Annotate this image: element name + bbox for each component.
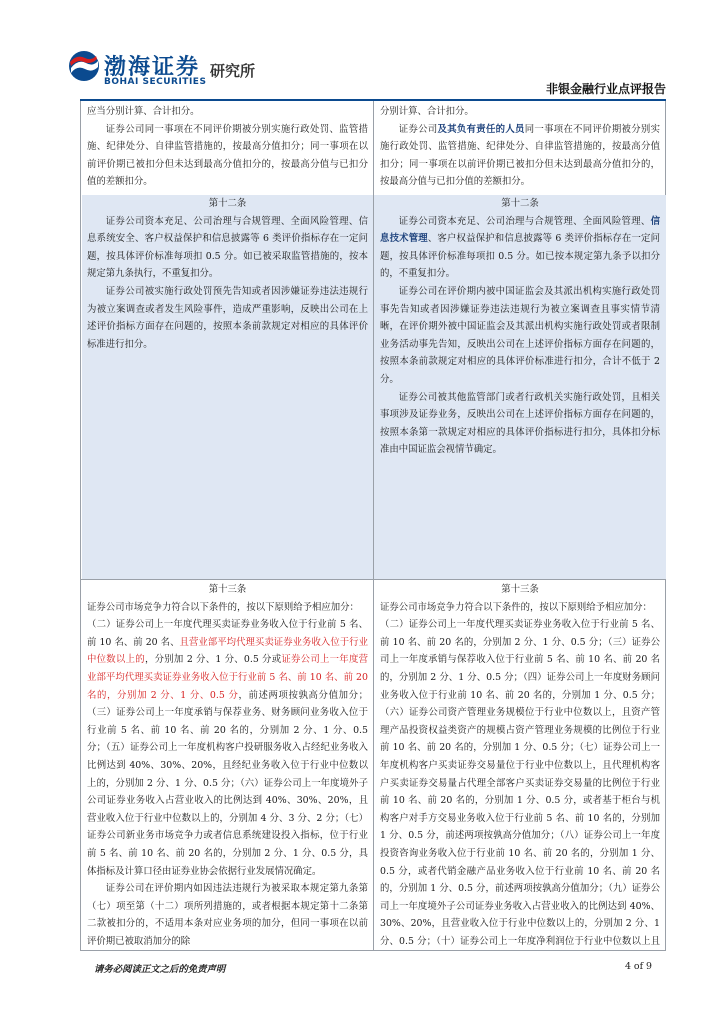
block1-right-cell — [374, 103, 666, 195]
article12-right-title: 第十二条 — [501, 198, 539, 209]
article12-right-p3: 证券公司被其他监管部门或者行政机关实施行政处罚，且相关事项涉及证券业务，反映出公司在上述评价指标方面存在问题的，按照本条第一款规定对相应的具体评价指标进行扣分，具体扣分标准由中国证监会视情节确定。 — [380, 391, 660, 456]
article13-left-cell — [82, 581, 373, 949]
row-rule — [81, 579, 665, 580]
article12-left-p2: 证券公司被实施行政处罚预先告知或者因涉嫌证券违法违规行为被立案调查或者发生风险事件，造成严重影响，反映出公司在上述评价指标方面存在问题的，按照本条前款规定对相应的具体评价标准进行扣分。 — [87, 285, 368, 350]
article13-left-title: 第十三条 — [208, 584, 247, 595]
article13-left-p2: （二）证券公司上一年度代理买卖证券业务收入位于行业前 5 名、前 10 名、前 20 名、且营业部平均代理买卖证券业务收入位于行业中位数以上的，分别加 2 分、1 分、0.5 分或证券公司上一年度营业部平均代理买卖证券业务收入位于行业前 5 名、前 10 名、前 20 名的，分别加 2 分、1 分、0.5 分，前述两项按孰高分值加分；（三）证券公司上一年度承销与保荐业务、财务顾问业务收入位于行业前 5 名、前 10 名、前 20 名的，分别加 2 分、1 分、0.5 分；（五）证券公司上一年度机构客户投研服务收入占经纪业务收入比例达到 40%、30%、20%，且经纪业务收入位于行业中位数以上的，分别加 2 分、1 分、0.5 分；（六）证券公司上一年度境外子公司证券业务收入占营业收入的比例达到 40%、30%、20%，且营业收入位于行业中位数以上的，分别加 4 分、3 分、2 分；（七）证券公司新业务市场竞争力或者信息系统建设投入指标，位于行业前 5 名、前 10 名、前 20 名的，分别加 2 分、1 分、0.5 分，具体指标及计算口径由证券业协会依据行业发展情况确定。 — [87, 619, 368, 877]
article12-right-cell — [374, 195, 666, 579]
page-footer — [80, 950, 666, 980]
page-number: 4 of 9 — [624, 961, 652, 972]
institute-label: 研究所 — [210, 62, 256, 80]
report-type: 非银金融行业点评报告 — [545, 82, 666, 96]
article13-left-p1: 证券公司市场竞争力符合以下条件的，按以下原则给予相应加分： — [87, 601, 359, 613]
article12-left-cell — [82, 195, 373, 579]
article13-right-title: 第十三条 — [501, 584, 539, 595]
bohai-logo-icon — [68, 50, 100, 82]
article13-right-cell — [374, 581, 666, 949]
disclaimer-text: 请务必阅读正文之后的免责声明 — [94, 964, 226, 975]
added-text: 及其负有责任的人员 — [437, 123, 525, 135]
block1-right-p1: 分别计算、合计扣分。 — [380, 106, 474, 117]
deleted-text: 证券公司上一年度营业部平均代理买卖证券业务收入位于行业前 5 名、前 10 名、前 20 名的，分别加 2 分、1 分、0.5 分 — [87, 654, 368, 701]
article12-left-title: 第十二条 — [208, 198, 247, 209]
company-name-en: BOHAI SECURITIES — [104, 77, 207, 87]
added-text: 信息技术管理 — [380, 215, 660, 245]
article13-right-p1: 证券公司市场竞争力符合以下条件的，按以下原则给予相应加分： — [380, 601, 652, 613]
block1-left-p2: 证券公司同一事项在不同评价期被分别实施行政处罚、监管措施、纪律处分、自律监管措施的，按最高分值扣分；同一事项在以前评价期已被扣分但未达到最高分值扣分的，按最高分值与已扣分值的差额扣分。 — [87, 123, 368, 188]
company-name-cn: 渤海证券 — [104, 55, 201, 80]
block1-left-p1: 应当分别计算、合计扣分。 — [87, 106, 200, 117]
article12-right-p2: 证券公司在评价期内被中国证监会及其派出机构实施行政处罚事先告知或者因涉嫌证券违法违规行为被立案调查且事实情节清晰，在评价期外被中国证监会及其派出机构实施行政处罚或者限制业务活动事先告知，反映出公司在上述评价指标方面存在问题的，按照本条前款规定对相应的具体评价标准进行扣分，合计不低于 2 分。 — [380, 285, 660, 385]
deleted-text: 且营业部平均代理买卖证券业务收入位于行业中位数以上的 — [87, 636, 368, 666]
block1-left-cell — [82, 103, 373, 195]
article12-left-p1: 证券公司资本充足、公司治理与合规管理、全面风险管理、信息系统安全、客户权益保护和信息披露等 6 类评价指标存在一定问题，按具体评价标准每项扣 0.5 分。如已被采取监管措施的，按本规定第九条执行，不重复扣分。 — [87, 215, 368, 280]
article12-right-p1: 证券公司资本充足、公司治理与合规管理、全面风险管理、信息技术管理、客户权益保护和信息披露等 6 类评价指标存在一定问题，按具体评价标准每项扣 0.5 分。如已按本规定第九条予以扣分的，不重复扣分。 — [380, 215, 660, 280]
comparison-table — [80, 101, 666, 951]
article13-left-p3: 证券公司在评价期内如因违法违规行为被采取本规定第九条第（七）项至第（十二）项所列措施的，或者根据本规定第十二条第二款被扣分的，不适用本条对应业务项的加分，但同一事项在以前评价期已被取消加分的除 — [87, 883, 368, 947]
article13-right-p2: （二）证券公司上一年度代理买卖证券业务收入位于行业前 5 名、前 10 名、前 20 名的，分别加 2 分、1 分、0.5 分；（三）证券公司上一年度承销与保荐收入位于行业前 5 名、前 10 名、前 20 名的，分别加 2 分、1 分、0.5 分；（四）证券公司上一年度财务顾问业务收入位于行业前 10 名、前 20 名的，分别加 1 分、0.5 分；（六）证券公司资产管理业务规模位于行业中位数以上，且资产管理产品投资权益类资产的规模占资产管理业务规模的比例位于行业前 10 名、前 20 名的，分别加 1 分、0.5 分；（七）证券公司上一年度机构客户买卖证券交易量位于行业中位数以上，且代理机构客户买卖证券交易量占代理全部客户买卖证券交易量的比例位于行业前 10 名、前 20 名的，分别加 1 分、0.5 分，或者基于柜台与机构客户对手方交易业务收入位于行业前 5 名、前 10 名的，分别加 1 分、0.5 分，前述两项按孰高分值加分；（八）证券公司上一年度投资咨询业务收入位于行业前 10 名、前 20 名的，分别加 1 分、0.5 分，或者代销金融产品业务收入位于行业前 10 名、前 20 名的，分别加 1 分、0.5 分，前述两项按孰高分值加分；（九）证券公司上一年度境外子公司证券业务收入占营业收入的比例达到 40%、30%、20%，且营业收入位于行业中位数以上的，分别加 2 分、1 分、0.5 分；（十）证券公司上一年度净利润位于行业中位数以上且 — [380, 619, 660, 947]
block1-right-p2: 证券公司及其负有责任的人员同一事项在不同评价期被分别实施行政处罚、监管措施、纪律处分、自律监管措施的，按最高分值扣分；同一事项在以前评价期已被扣分但未达到最高分值扣分的，按最高分值与已扣分值的差额扣分。 — [380, 123, 660, 188]
page-header — [60, 46, 666, 98]
